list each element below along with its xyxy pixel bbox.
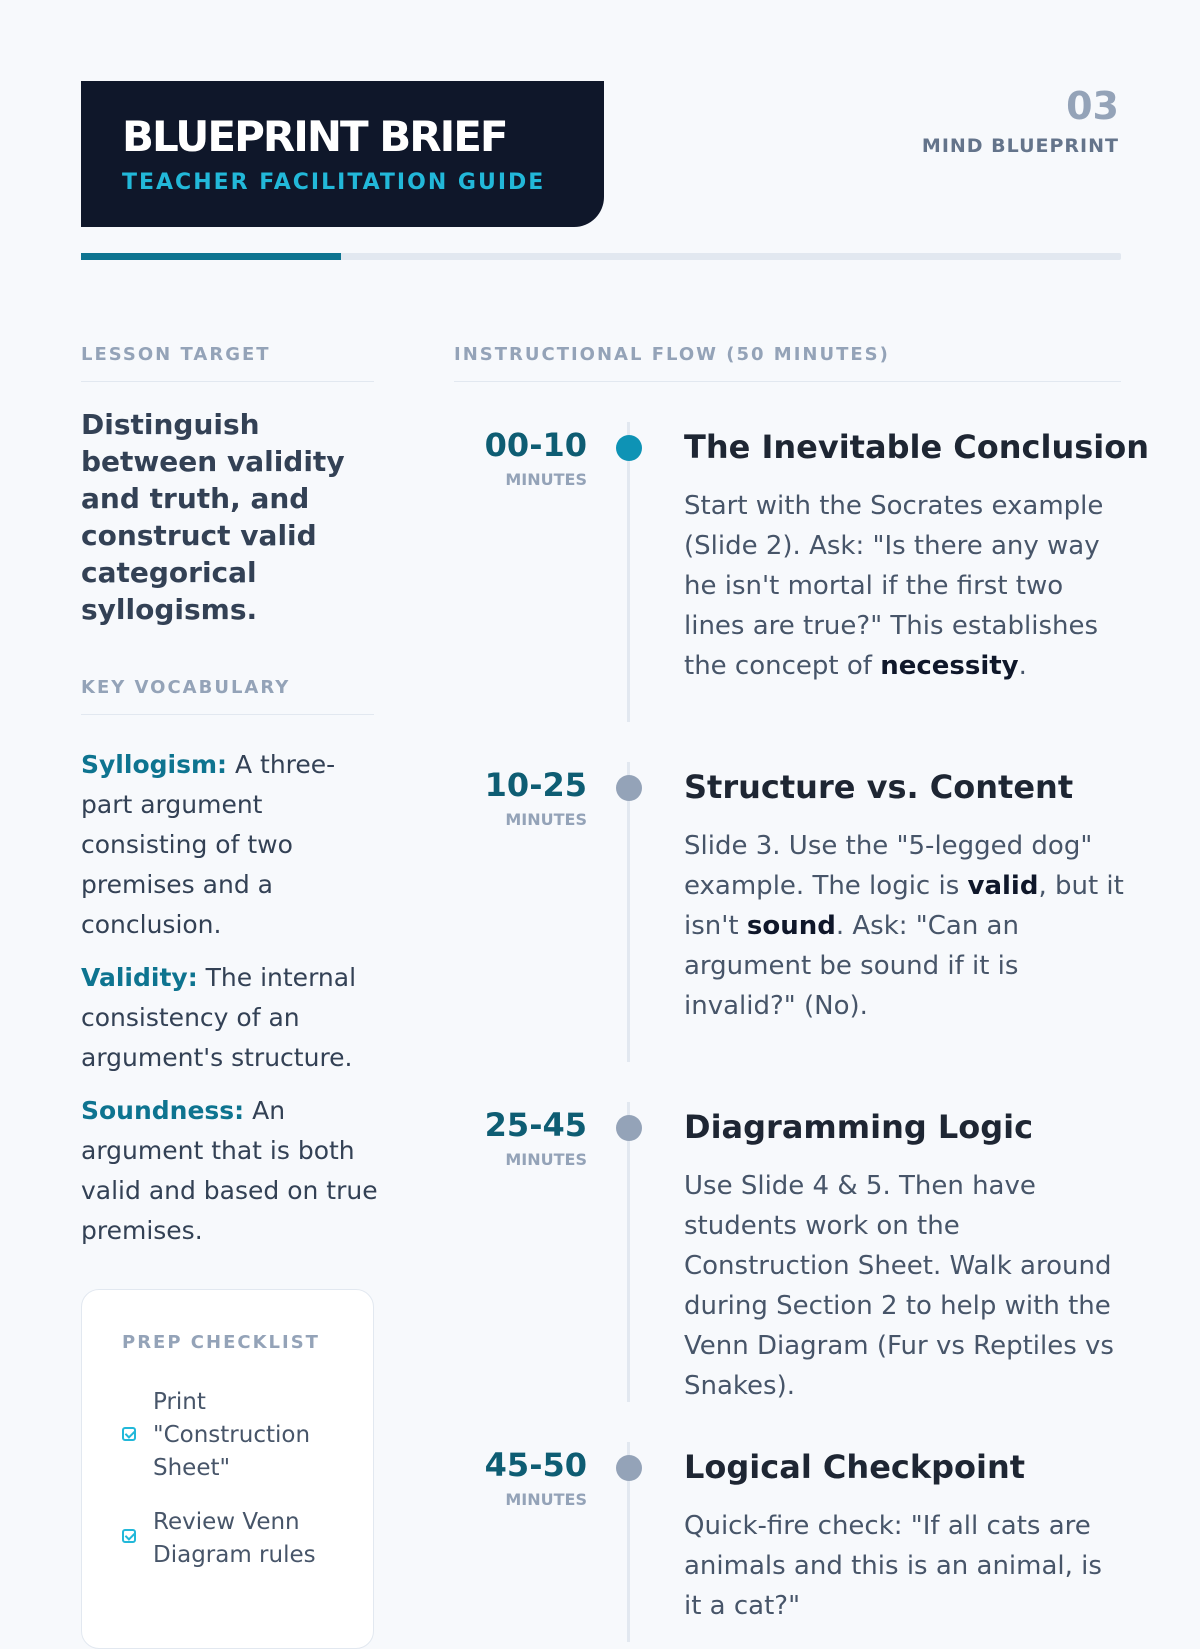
divider [454, 381, 1121, 382]
vocab-definition: The internal consistency of an argument's structure. [81, 963, 357, 1072]
step-body: Quick-fire check: "If all cats are animals and this is an animal, is it a cat?" [684, 1511, 1102, 1621]
issue-label: MIND BLUEPRINT [921, 135, 1119, 157]
brand-title: BLUEPRINT BRIEF [122, 112, 507, 161]
vocab-item [81, 745, 381, 945]
prep-checklist-card [81, 1289, 374, 1649]
step-title: Structure vs. Content [684, 768, 1074, 806]
progress-bar [81, 253, 1121, 260]
timeline-dot [616, 1455, 642, 1481]
vocab-definition: A three-part argument consisting of two premises and a conclusion. [81, 750, 336, 939]
vocab-list [81, 745, 381, 1264]
step-time-unit: MINUTES [505, 1490, 587, 1509]
step-body: Slide 3. Use the "5-legged dog" example. The logic is valid, but it isn't sound. Ask: "Can an argument be sound if it is invalid?" (No). [684, 831, 1124, 1021]
step-body: Use Slide 4 & 5. Then have students work on the Construction Sheet. Walk around during Section 2 to help with the Venn Diagram (Fur vs Reptiles vs Snakes). [684, 1171, 1114, 1401]
step-title: Diagramming Logic [684, 1108, 1034, 1146]
issue-number: 03 [1066, 84, 1119, 128]
lesson-target-label: LESSON TARGET [81, 344, 271, 365]
step-time-range: 25-45 [484, 1106, 587, 1144]
vocab-definition: An argument that is both valid and based on true premises. [81, 1096, 378, 1245]
vocab-label: KEY VOCABULARY [81, 677, 291, 698]
step-time-unit: MINUTES [505, 810, 587, 829]
brand-banner [81, 81, 604, 227]
step-time-range: 00-10 [484, 426, 587, 464]
checklist-item-label: Print "Construction Sheet" [153, 1389, 311, 1481]
step-title: Logical Checkpoint [684, 1448, 1026, 1486]
step-body: Start with the Socrates example (Slide 2). Ask: "Is there any way he isn't mortal if the first two lines are true?" This establishes the concept of necessity. [684, 491, 1104, 681]
step-time-range: 10-25 [484, 766, 587, 804]
brand-subtitle: TEACHER FACILITATION GUIDE [122, 170, 546, 195]
checklist-title: PREP CHECKLIST [122, 1332, 320, 1353]
timeline-dot [616, 775, 642, 801]
progress-fill [81, 253, 341, 260]
step-time-unit: MINUTES [505, 1150, 587, 1169]
checkbox-icon[interactable] [122, 1529, 136, 1543]
flow-label: INSTRUCTIONAL FLOW (50 MINUTES) [454, 344, 890, 365]
checkbox-icon[interactable] [122, 1427, 136, 1441]
step-title: The Inevitable Conclusion [684, 428, 1150, 466]
vocab-term: Syllogism: [81, 750, 228, 779]
timeline-line [627, 1102, 630, 1402]
timeline-line [627, 422, 630, 722]
step-time-range: 45-50 [484, 1446, 587, 1484]
checklist-item-label: Review Venn Diagram rules [153, 1509, 316, 1568]
vocab-term: Soundness: [81, 1096, 245, 1125]
vocab-item [81, 958, 381, 1078]
vocab-term: Validity: [81, 963, 198, 992]
divider [81, 714, 374, 715]
timeline-line [627, 762, 630, 1062]
divider [81, 381, 374, 382]
timeline-dot [616, 1115, 642, 1141]
vocab-item [81, 1091, 381, 1251]
lesson-target-text: Distinguish between validity and truth, and construct valid categorical syllogisms. [81, 408, 345, 626]
step-time-unit: MINUTES [505, 470, 587, 489]
timeline-dot [616, 435, 642, 461]
